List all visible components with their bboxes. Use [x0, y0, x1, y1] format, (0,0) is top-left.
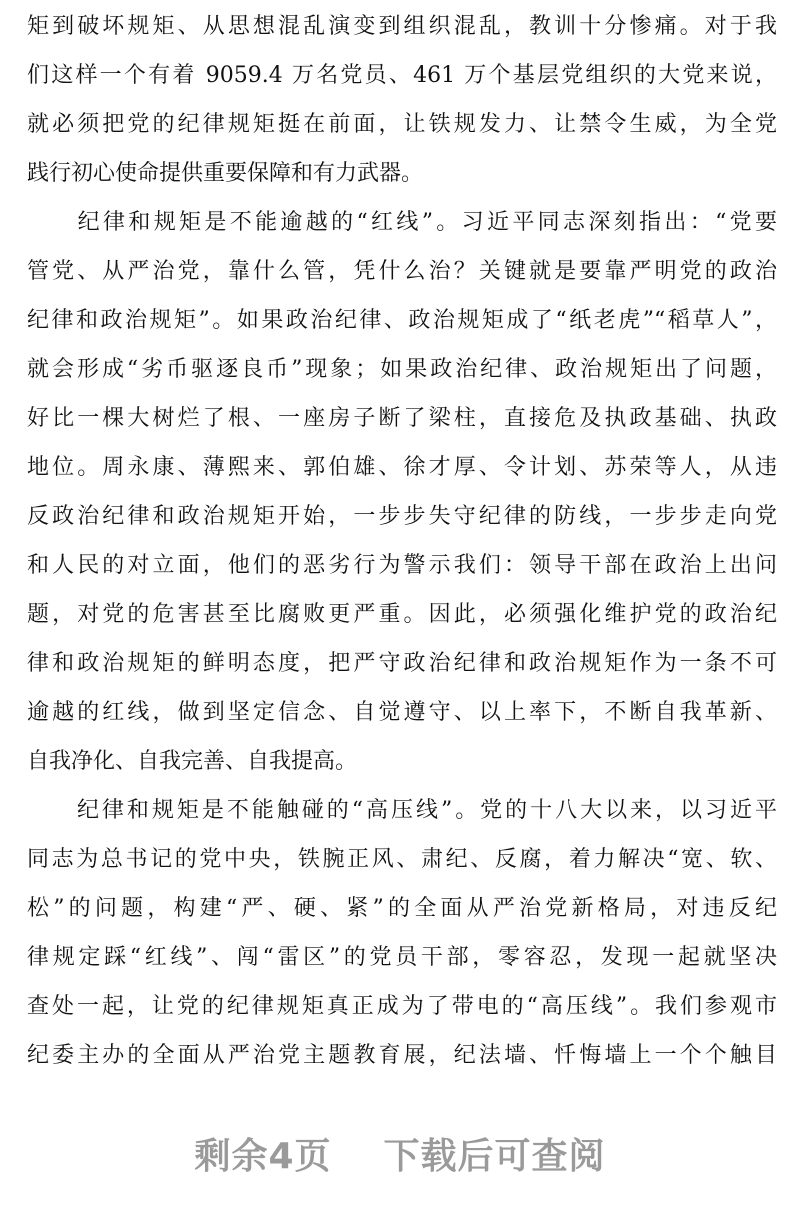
remaining-pages-notice — [0, 1128, 800, 1179]
text-line: 好比一棵大树烂了根、一座房子断了梁柱，直接危及执政基础、执政 — [27, 406, 777, 431]
remaining-pages-label: 剩余4页 — [194, 1136, 332, 1177]
text-line: 律规定踩“红线”、闯“雷区”的党员干部，零容忍，发现一起就坚决 — [27, 945, 777, 970]
text-line: 纪律和规矩是不能逾越的“红线”。习近平同志深刻指出：“党要 — [27, 210, 777, 235]
download-to-view-label: 下载后可查阅 — [383, 1136, 606, 1177]
text-line: 践行初心使命提供重要保障和有力武器。 — [27, 161, 424, 186]
text-line: 纪委主办的全面从严治党主题教育展，纪法墙、忏悔墙上一个个触目 — [27, 1043, 777, 1068]
text-line: 松”的问题，构建“严、硬、紧”的全面从严治党新格局，对违反纪 — [27, 896, 777, 921]
text-line: 纪律和政治规矩”。如果政治纪律、政治规矩成了“纸老虎”“稻草人”， — [27, 308, 777, 333]
paragraph-1 — [27, 2, 777, 198]
document-body — [27, 2, 777, 1080]
text-line: 矩到破坏规矩、从思想混乱演变到组织混乱，教训十分惨痛。对于我 — [27, 14, 777, 39]
text-line: 题，对党的危害甚至比腐败更严重。因此，必须强化维护党的政治纪 — [27, 602, 777, 627]
text-line: 管党、从严治党，靠什么管，凭什么治？关键就是要靠严明党的政治 — [27, 259, 777, 284]
text-line: 就必须把党的纪律规矩挺在前面，让铁规发力、让禁令生威，为全党 — [27, 112, 777, 137]
paragraph-3 — [27, 786, 777, 1080]
text-line: 们这样一个有着 9059.4 万名党员、461 万个基层党组织的大党来说， — [27, 63, 777, 88]
text-line: 同志为总书记的党中央，铁腕正风、肃纪、反腐，着力解决“宽、软、 — [27, 847, 777, 872]
paragraph-2 — [27, 198, 777, 786]
text-line: 地位。周永康、薄熙来、郭伯雄、徐才厚、令计划、苏荣等人，从违 — [27, 455, 777, 480]
text-line: 就会形成“劣币驱逐良币”现象；如果政治纪律、政治规矩出了问题， — [27, 357, 777, 382]
text-line: 和人民的对立面，他们的恶劣行为警示我们：领导干部在政治上出问 — [27, 553, 777, 578]
text-line: 律和政治规矩的鲜明态度，把严守政治纪律和政治规矩作为一条不可 — [27, 651, 777, 676]
text-line: 逾越的红线，做到坚定信念、自觉遵守、以上率下，不断自我革新、 — [27, 700, 777, 725]
text-line: 反政治纪律和政治规矩开始，一步步失守纪律的防线，一步步走向党 — [27, 504, 777, 529]
text-line: 纪律和规矩是不能触碰的“高压线”。党的十八大以来，以习近平 — [27, 798, 777, 823]
text-line: 自我净化、自我完善、自我提高。 — [27, 749, 358, 774]
text-line: 查处一起，让党的纪律规矩真正成为了带电的“高压线”。我们参观市 — [27, 994, 777, 1019]
